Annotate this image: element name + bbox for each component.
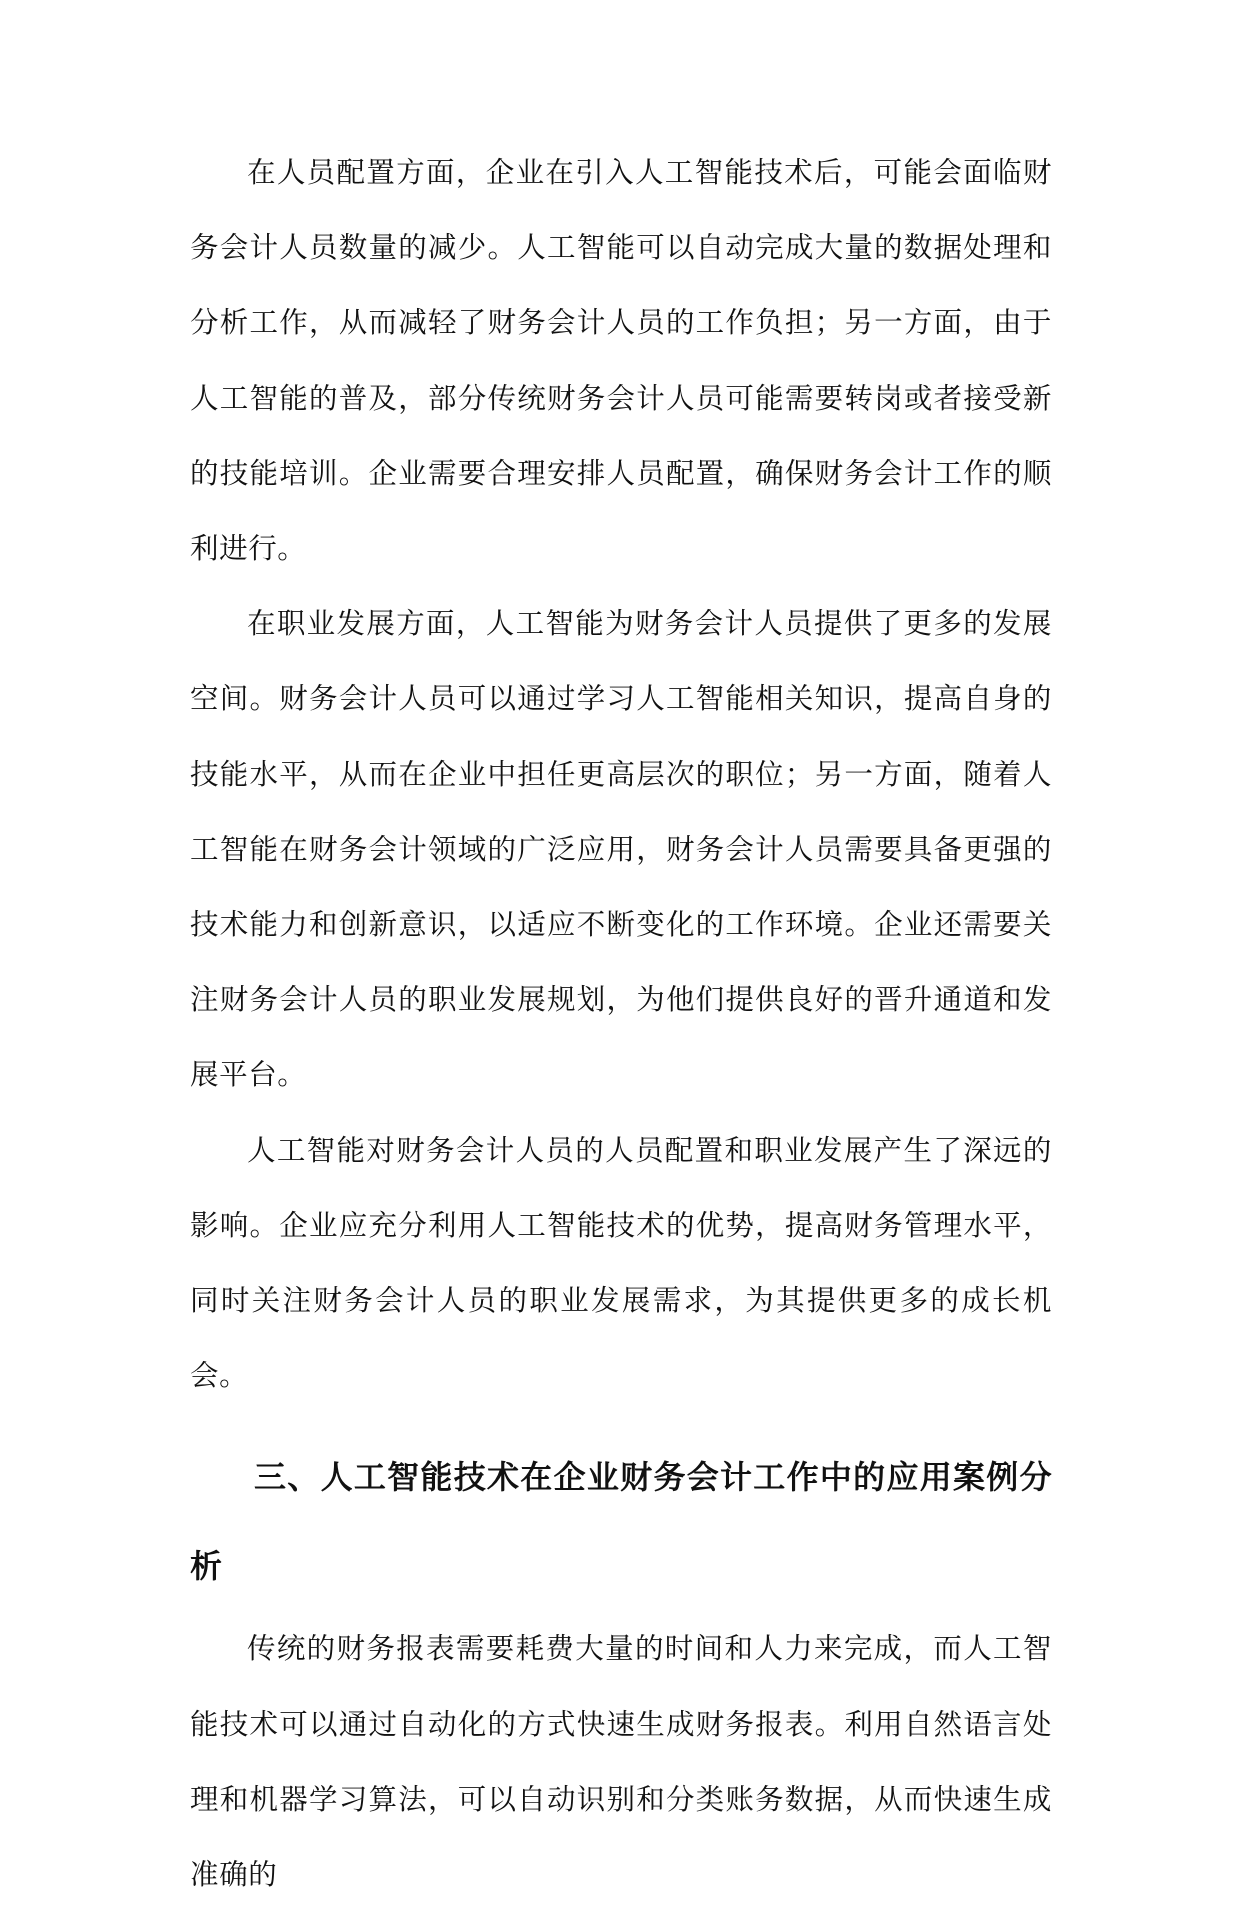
- document-page: [190, 135, 1052, 1912]
- paragraph-career-development: 在职业发展方面，人工智能为财务会计人员提供了更多的发展空间。财务会计人员可以通过学习人工智能相关知识，提高自身的技能水平，从而在企业中担任更高层次的职位；另一方面，随着人工智能在财务会计领域的广泛应用，财务会计人员需要具备更强的技术能力和创新意识，以适应不断变化的工作环境。企业还需要关注财务会计人员的职业发展规划，为他们提供良好的晋升通道和发展平台。: [190, 607, 1052, 1092]
- paragraph-staffing: 在人员配置方面，企业在引入人工智能技术后，可能会面临财务会计人员数量的减少。人工智能可以自动完成大量的数据处理和分析工作，从而减轻了财务会计人员的工作负担；另一方面，由于人工智能的普及，部分传统财务会计人员可能需要转岗或者接受新的技能培训。企业需要合理安排人员配置，确保财务会计工作的顺利进行。: [190, 156, 1052, 566]
- section-heading: 三、人工智能技术在企业财务会计工作中的应用案例分析: [190, 1458, 1052, 1586]
- paragraph-impact-summary: 人工智能对财务会计人员的人员配置和职业发展产生了深远的影响。企业应充分利用人工智能技术的优势，提高财务管理水平，同时关注财务会计人员的职业发展需求，为其提供更多的成长机会。: [190, 1133, 1052, 1393]
- paragraph-financial-reports: 传统的财务报表需要耗费大量的时间和人力来完成，而人工智能技术可以通过自动化的方式快速生成财务报表。利用自然语言处理和机器学习算法，可以自动识别和分类账务数据，从而快速生成准确的: [190, 1632, 1052, 1892]
